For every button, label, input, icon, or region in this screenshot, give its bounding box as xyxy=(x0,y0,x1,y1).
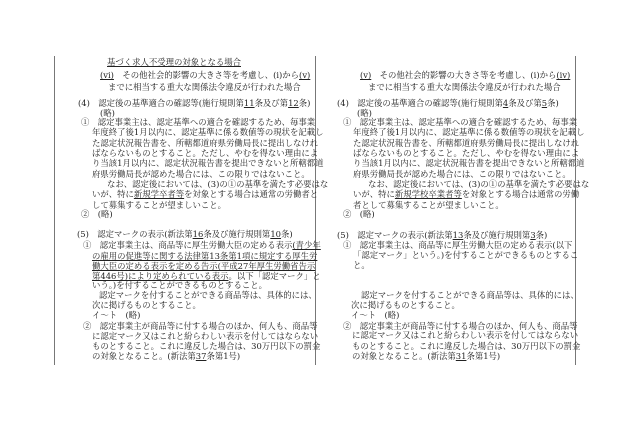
text-segment: を対象とする場合は通常の労働 xyxy=(461,189,580,199)
text-segment: 条) xyxy=(547,98,559,108)
text-line xyxy=(92,341,320,351)
text-segment: 年度終了後1月以内に、認定基準に係る数値等の現状を記載し xyxy=(353,127,585,137)
text-segment: ① 認定事業主は、商品等に厚生労働大臣の定める表示 xyxy=(83,240,293,250)
text-line xyxy=(343,240,572,250)
text-segment: と。 xyxy=(353,260,370,270)
text-segment: ものとすること。これに違反した場合は、30万円以下の罰金 xyxy=(92,341,321,351)
text-segment: 次に掲げるものとすること。 xyxy=(92,300,201,310)
text-segment: 条及び施行規則第 xyxy=(463,230,531,240)
underlined-text: 基づく求人不受理の対象となる場合 xyxy=(107,57,241,67)
text-segment: までに相当する重大な関係法令違反が行われた場合 xyxy=(108,82,301,92)
text-segment: 府県労働局長が認めた場合には、この限りではないこと。 xyxy=(353,169,571,179)
underlined-text: 10 xyxy=(270,229,281,239)
text-segment: 条第1号) xyxy=(466,351,501,361)
text-line xyxy=(92,351,240,361)
text-line xyxy=(77,229,293,239)
text-line xyxy=(343,117,577,127)
text-segment: た認定状況報告書を、所轄都道府県労働局長に提出しなけれ xyxy=(92,138,319,148)
underlined-text: 3 xyxy=(530,230,536,240)
underlined-text: 4 xyxy=(502,98,509,108)
text-line xyxy=(100,70,310,80)
underlined-text: (青少年 xyxy=(292,240,321,250)
text-line xyxy=(92,169,310,179)
text-segment: 府県労働局長が認めた場合には、この限りではないこと。 xyxy=(92,169,310,179)
text-line xyxy=(353,158,584,168)
text-line xyxy=(92,127,323,137)
text-line xyxy=(343,209,375,219)
text-line xyxy=(83,240,321,250)
text-line xyxy=(92,261,315,271)
text-segment: ① 認定事業主は、商品等に厚生労働大臣の定める表示(以下 xyxy=(343,240,573,250)
text-segment: 条及び第 xyxy=(254,98,289,108)
text-line xyxy=(353,189,579,199)
text-line xyxy=(353,148,579,158)
text-segment: その他社会的影響の大きさ等を考慮し、(i)から xyxy=(113,70,300,80)
text-segment: 条) xyxy=(298,98,311,108)
text-segment: して募集することが望ましいこと。 xyxy=(92,200,226,210)
text-segment: イ～ト (略) xyxy=(92,310,141,320)
underlined-text: 37 xyxy=(195,351,207,361)
text-line xyxy=(353,260,370,270)
text-segment: (略) xyxy=(100,108,115,118)
text-segment: の対象となること。(新法第 xyxy=(352,351,456,361)
text-segment: (4) 認定後の基準適合の確認等(施行規則第 xyxy=(78,98,244,108)
text-line xyxy=(368,82,561,92)
text-segment: に認定マーク又はこれと紛らわしい表示を付してはならない xyxy=(92,331,319,341)
text-segment: までに相当する重大な関係法令違反が行われた場合 xyxy=(368,82,561,92)
underlined-text: 働大臣の定める表示を定める告示(平成27年厚生労働省告示 xyxy=(92,261,316,271)
text-segment: を対象とする場合は通常の労働者と xyxy=(184,189,319,199)
text-line xyxy=(352,330,578,340)
text-line xyxy=(353,250,578,260)
text-segment: 条及び第 xyxy=(508,98,542,108)
text-segment: た認定状況報告書を、所轄都道府県労働局長に提出しなけれ xyxy=(353,138,580,148)
text-segment: り当該1月以内に、認定状況報告書を提出できないと所轄都道 xyxy=(353,158,585,168)
underlined-text: 12 xyxy=(288,98,299,108)
text-line xyxy=(353,200,504,210)
text-segment: ② 認定事業主が商品等に付する場合のほか、何人も、商品等 xyxy=(83,321,318,331)
text-segment: ① 認定事業主は、認定基準への適合を確認するため、毎事業 xyxy=(81,117,316,127)
text-segment: 条及び施行規則第 xyxy=(203,229,271,239)
text-segment: なお、認定後においては、(3)の①の基準を満たす必要はな xyxy=(107,179,329,189)
text-segment: いう。)を付することができるものとすること。 xyxy=(92,280,267,290)
text-segment: なお、認定後においては、(3)の①の基準を満たす必要はな xyxy=(368,179,590,189)
text-segment: ものとすること。これに違反した場合は、30万円以下の罰金 xyxy=(352,341,581,351)
text-line xyxy=(360,70,570,80)
text-segment: り当該1月以内に、認定状況報告書を提出できないと所轄都道 xyxy=(92,158,324,168)
text-segment: (4) 認定後の基準適合の確認等(施行規則第 xyxy=(337,98,503,108)
underlined-text: 13 xyxy=(452,230,464,240)
text-line xyxy=(92,310,140,320)
underlined-text: 31 xyxy=(455,351,467,361)
text-line xyxy=(92,331,318,341)
text-line xyxy=(351,300,460,310)
underlined-text: 新規学卒者等 xyxy=(133,189,185,199)
text-segment: ② 認定事業主が商品等に付する場合のほか、何人も、商品等 xyxy=(343,321,578,331)
text-segment: ② (略) xyxy=(343,209,375,219)
underlined-text: 11 xyxy=(243,98,255,108)
text-line xyxy=(81,209,113,219)
text-segment: (5) 認定マークの表示(新法第 xyxy=(337,230,453,240)
text-line xyxy=(92,251,317,261)
text-line xyxy=(92,280,267,290)
text-line xyxy=(83,321,318,331)
text-line xyxy=(107,179,328,189)
text-line xyxy=(92,148,318,158)
text-line xyxy=(351,310,399,320)
underlined-text: 第446号)により定められている表示 xyxy=(92,271,229,281)
text-segment: (略) xyxy=(357,108,372,118)
text-line xyxy=(81,117,315,127)
table-left-border xyxy=(54,56,55,365)
text-segment: イ～ト (略) xyxy=(351,310,400,320)
text-segment: いが、特に xyxy=(92,189,134,199)
column-divider xyxy=(315,56,316,365)
text-segment: 条第1号) xyxy=(206,351,241,361)
text-segment: の対象となること。(新法第 xyxy=(92,351,196,361)
text-line xyxy=(337,230,547,240)
text-segment: その他社会的影響の大きさ等を考慮し、(i)から xyxy=(371,70,557,80)
underlined-text: 5 xyxy=(541,98,548,108)
text-segment: 認定マークを付することができる商品等は、具体的には、 xyxy=(99,290,317,300)
text-line xyxy=(353,127,584,137)
text-line xyxy=(352,341,580,351)
text-line xyxy=(92,158,323,168)
text-segment: 次に掲げるものとすること。 xyxy=(351,300,460,310)
text-line xyxy=(92,189,318,199)
text-line xyxy=(352,351,500,361)
text-segment: ばならないものとすること。ただし、やむを得ない理由によ xyxy=(353,148,580,158)
text-line xyxy=(361,290,579,300)
underlined-text: 新規学校卒業者等 xyxy=(394,189,462,199)
text-segment: ① 認定事業主は、認定基準への適合を確認するため、毎事業 xyxy=(343,117,578,127)
text-line xyxy=(92,300,201,310)
text-line xyxy=(353,138,579,148)
text-segment: (5) 認定マークの表示(新法第 xyxy=(77,229,193,239)
text-segment: ばならないものとすること。ただし、やむを得ない理由によ xyxy=(92,148,319,158)
text-line xyxy=(368,179,589,189)
text-line xyxy=(107,57,241,67)
text-segment: 条) xyxy=(280,229,293,239)
underlined-text: (iv) xyxy=(556,70,571,80)
text-line xyxy=(78,98,310,108)
underlined-text: 16 xyxy=(192,229,204,239)
underlined-text: (v) xyxy=(299,70,311,80)
text-segment: いが、特に xyxy=(353,189,395,199)
text-segment: ② (略) xyxy=(81,209,113,219)
text-segment: 認定マークを付することができる商品等は、具体的には、 xyxy=(361,290,579,300)
table-right-border xyxy=(575,56,576,365)
text-line xyxy=(108,82,301,92)
text-segment: 者として募集することが望ましいこと。 xyxy=(353,200,504,210)
text-segment: 年度終了後1月以内に、認定基準に係る数値等の現状を記載し xyxy=(92,127,324,137)
text-segment: 。以下「認定マーク」と xyxy=(228,271,321,281)
text-line xyxy=(99,290,317,300)
text-segment: に認定マーク又はこれと紛らわしい表示を付してはならない xyxy=(352,330,579,340)
text-line xyxy=(92,138,318,148)
text-segment: 条) xyxy=(535,230,548,240)
underlined-text: の雇用の促進等に関する法律第13条第1項に規定する厚生労 xyxy=(92,251,318,261)
underlined-text: (vi) xyxy=(100,70,114,80)
text-segment: 「認定マーク」という。)を付することができるものとするこ xyxy=(353,250,579,260)
underlined-text: (v) xyxy=(360,70,372,80)
text-line xyxy=(337,98,559,108)
text-line xyxy=(353,169,571,179)
